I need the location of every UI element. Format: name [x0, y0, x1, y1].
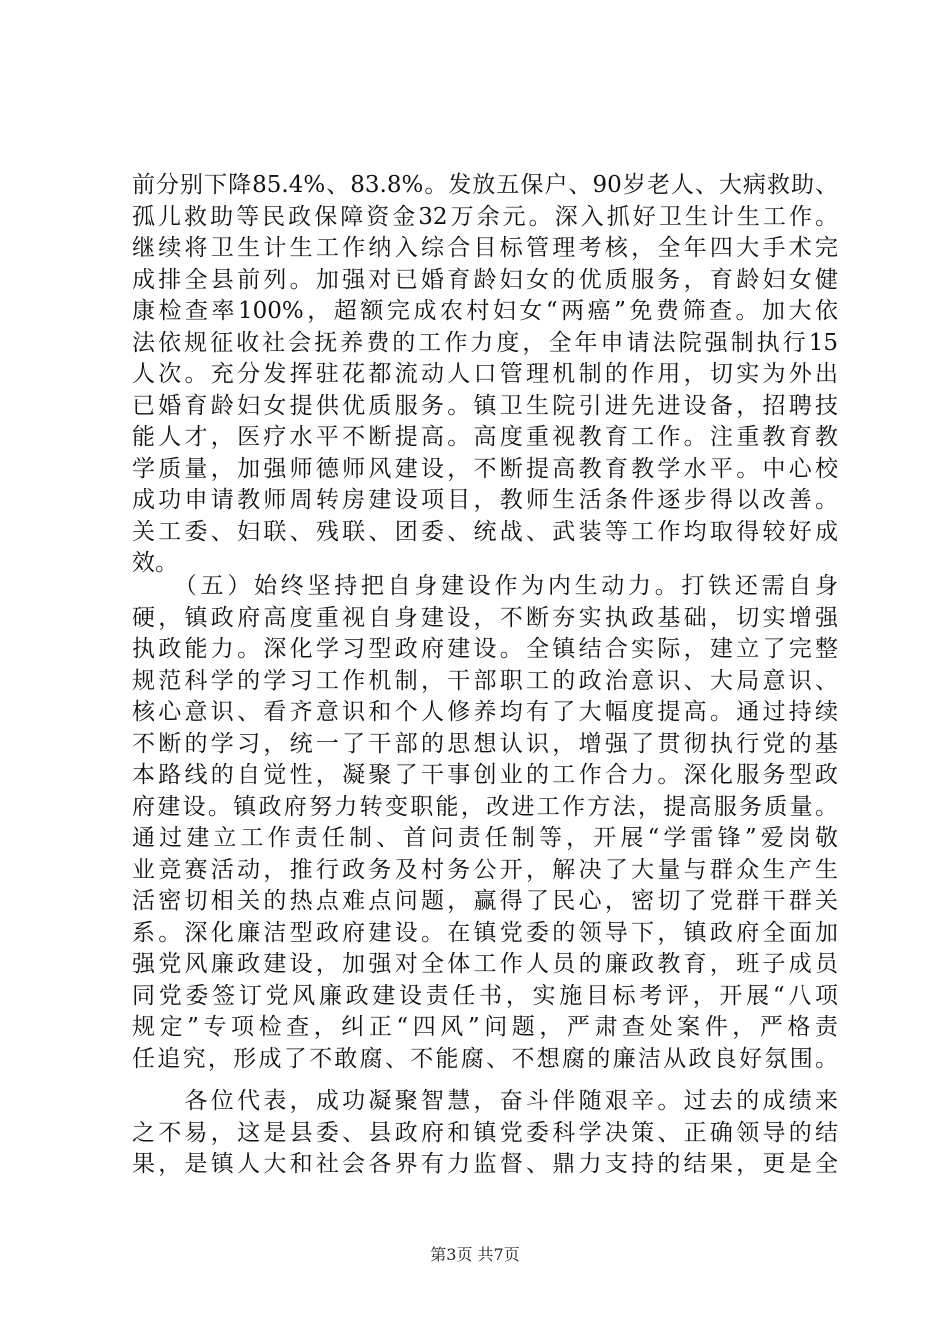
text-line: 前分别下降85.4%、83.8%。发放五保户、90岁老人、大病救助、 [132, 172, 838, 198]
text-line: 核心意识、看齐意识和个人修养均有了大幅度提高。通过持续 [132, 699, 838, 725]
text-line: 法依规征收社会抚养费的工作力度，全年申请法院强制执行15 [132, 329, 838, 356]
text-line: 关工委、妇联、残联、团委、统战、武装等工作均取得较好成 [132, 518, 838, 545]
text-line: 学质量，加强师德师风建设，不断提高教育教学水平。中心校 [132, 455, 838, 482]
text-line: 规范科学的学习工作机制，干部职工的政治意识、大局意识、 [132, 667, 838, 694]
text-line: 继续将卫生计生工作纳入综合目标管理考核，全年四大手术完 [132, 235, 838, 261]
page-number-footer: 第3页 共7页 [430, 1245, 520, 1264]
text-line: 能人才，医疗水平不断提高。高度重视教育工作。注重教育教 [132, 424, 838, 450]
text-line: 通过建立工作责任制、首问责任制等，开展“学雷锋”爱岗敬 [132, 825, 838, 851]
paragraph-self-construction [132, 571, 838, 1075]
text-line: 不断的学习，统一了干部的思想认识，增强了贯彻执行党的基 [132, 730, 838, 757]
text-line: 活密切相关的热点难点问题，赢得了民心，密切了党群干群关 [132, 888, 838, 914]
text-line: 府建设。镇政府努力转变职能，改进工作方法，提高服务质量。 [132, 793, 838, 820]
text-line: 成排全县前列。加强对已婚育龄妇女的优质服务，育龄妇女健 [132, 266, 838, 293]
text-line: 任追究，形成了不敢腐、不能腐、不想腐的廉洁从政良好氛围。 [132, 1045, 838, 1072]
text-line: 同党委签订党风廉政建设责任书，实施目标考评，开展“八项 [132, 982, 838, 1009]
text-line: 系。深化廉洁型政府建设。在镇党委的领导下，镇政府全面加 [132, 919, 838, 946]
text-line: 业竞赛活动，推行政务及村务公开，解决了大量与群众生产生 [132, 856, 838, 883]
text-line: 执政能力。深化学习型政府建设。全镇结合实际，建立了完整 [132, 636, 838, 662]
text-line: 硬，镇政府高度重视自身建设，不断夯实执政基础，切实增强 [132, 604, 838, 631]
text-line: 规定”专项检查，纠正“四风”问题，严肃查处案件，严格责 [132, 1014, 838, 1040]
text-line: 果，是镇人大和社会各界有力监督、鼎力支持的结果，更是全 [132, 1151, 838, 1177]
text-line: 效。 [132, 550, 178, 576]
text-line: 各位代表，成功凝聚智慧，奋斗伴随艰辛。过去的成绩来 [132, 1088, 838, 1114]
text-line: 之不易，这是县委、县政府和镇党委科学决策、正确领导的结 [132, 1119, 838, 1146]
text-line: 人次。充分发挥驻花都流动人口管理机制的作用，切实为外出 [132, 361, 838, 387]
text-line: 成功申请教师周转房建设项目，教师生活条件逐步得以改善。 [132, 487, 838, 513]
text-line: （五）始终坚持把自身建设作为内生动力。打铁还需自身 [132, 573, 838, 599]
paragraph-health-education [132, 170, 838, 580]
text-line: 强党风廉政建设，加强对全体工作人员的廉政教育，班子成员 [132, 951, 838, 977]
text-line: 孤儿救助等民政保障资金32万余元。深入抓好卫生计生工作。 [132, 203, 838, 230]
text-line: 已婚育龄妇女提供优质服务。镇卫生院引进先进设备，招聘技 [132, 392, 838, 419]
text-line: 康检查率100%，超额完成农村妇女“两癌”免费筛查。加大依 [132, 298, 838, 324]
text-line: 本路线的自觉性，凝聚了干事创业的工作合力。深化服务型政 [132, 762, 838, 788]
paragraph-delegates-address [132, 1086, 838, 1181]
